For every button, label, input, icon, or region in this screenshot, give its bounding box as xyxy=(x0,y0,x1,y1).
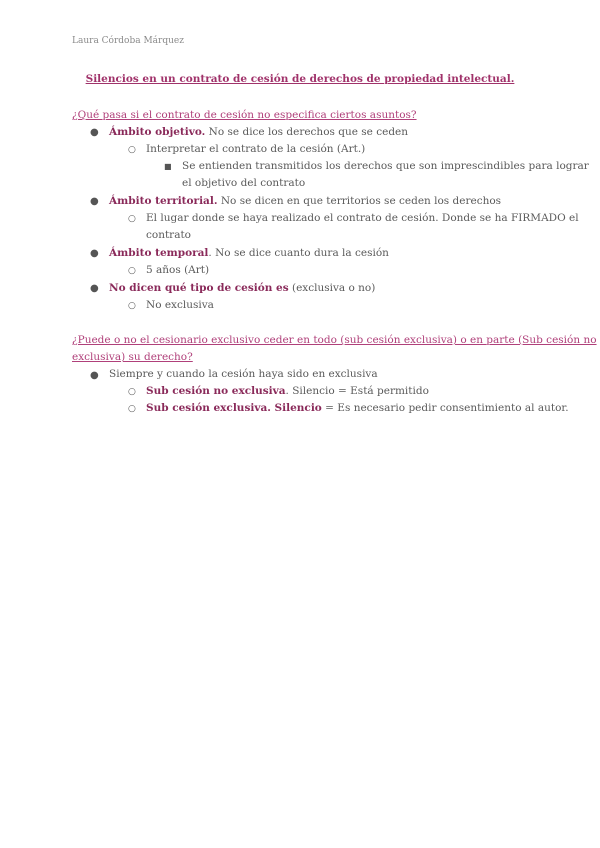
filled-bullet-icon: ● xyxy=(90,370,99,381)
item-label-bold: Ámbito objetivo. xyxy=(109,126,206,138)
sub-item-exclusiva xyxy=(146,400,569,417)
list-item-ambito-objetivo xyxy=(109,124,408,141)
filled-bullet-icon: ● xyxy=(90,196,99,207)
header-author: Laura Córdoba Márquez xyxy=(72,36,184,46)
hollow-bullet-icon: ○ xyxy=(128,301,136,311)
item-text: (exclusiva o no) xyxy=(288,282,376,294)
sub-item-no-exclusiva xyxy=(146,383,429,400)
hollow-bullet-icon: ○ xyxy=(128,145,136,155)
sub-item-cinco-anos: 5 años (Art) xyxy=(146,264,210,276)
hollow-bullet-icon: ○ xyxy=(128,387,136,397)
item-text: . Silencio = Está permitido xyxy=(285,385,429,397)
section2-question-line2[interactable]: exclusiva) su derecho? xyxy=(72,351,193,363)
filled-bullet-icon: ● xyxy=(90,127,99,138)
filled-bullet-icon: ● xyxy=(90,283,99,294)
item-label-bold: Sub cesión no exclusiva xyxy=(146,385,286,397)
item-label-bold: Ámbito temporal xyxy=(109,247,209,259)
sub-item-interpretar: Interpretar el contrato de la cesión (Art.) xyxy=(146,143,366,155)
item-text: No se dice los derechos que se ceden xyxy=(205,126,409,138)
section2-question-line1[interactable]: ¿Puede o no el cesionario exclusivo ceder en todo (sub cesión exclusiva) o en parte (Sub cesión no xyxy=(72,334,597,346)
item-label-bold: No dicen qué tipo de cesión es xyxy=(109,282,289,294)
list-item-tipo-cesion xyxy=(109,280,375,297)
sub-item-lugar-line1: El lugar donde se haya realizado el contrato de cesión. Donde se ha FIRMADO el xyxy=(146,212,579,224)
hollow-bullet-icon: ○ xyxy=(128,214,136,224)
item-text: . No se dice cuanto dura la cesión xyxy=(208,247,389,259)
sub-item-no-exclusiva: No exclusiva xyxy=(146,299,214,311)
item-text: = Es necesario pedir consentimiento al autor. xyxy=(321,402,569,414)
hollow-bullet-icon: ○ xyxy=(128,404,136,414)
item-text: No se dicen en que territorios se ceden los derechos xyxy=(217,195,502,207)
sub-sub-item-line2: el objetivo del contrato xyxy=(182,177,306,189)
list-item-siempre: Siempre y cuando la cesión haya sido en exclusiva xyxy=(109,368,378,380)
item-label-bold: Sub cesión exclusiva. Silencio xyxy=(146,402,322,414)
page-title: Silencios en un contrato de cesión de derechos de propiedad intelectual. xyxy=(85,73,515,85)
filled-bullet-icon: ● xyxy=(90,248,99,259)
sub-sub-item-line1: Se entienden transmitidos los derechos que son imprescindibles para lograr xyxy=(182,160,589,172)
list-item-ambito-temporal xyxy=(109,245,389,262)
list-item-ambito-territorial xyxy=(109,193,501,210)
square-bullet-icon: ■ xyxy=(164,162,172,171)
section1-question[interactable]: ¿Qué pasa si el contrato de cesión no especifica ciertos asuntos? xyxy=(72,109,417,121)
hollow-bullet-icon: ○ xyxy=(128,266,136,276)
item-label-bold: Ámbito territorial. xyxy=(109,195,218,207)
sub-item-lugar-line2: contrato xyxy=(146,229,192,241)
